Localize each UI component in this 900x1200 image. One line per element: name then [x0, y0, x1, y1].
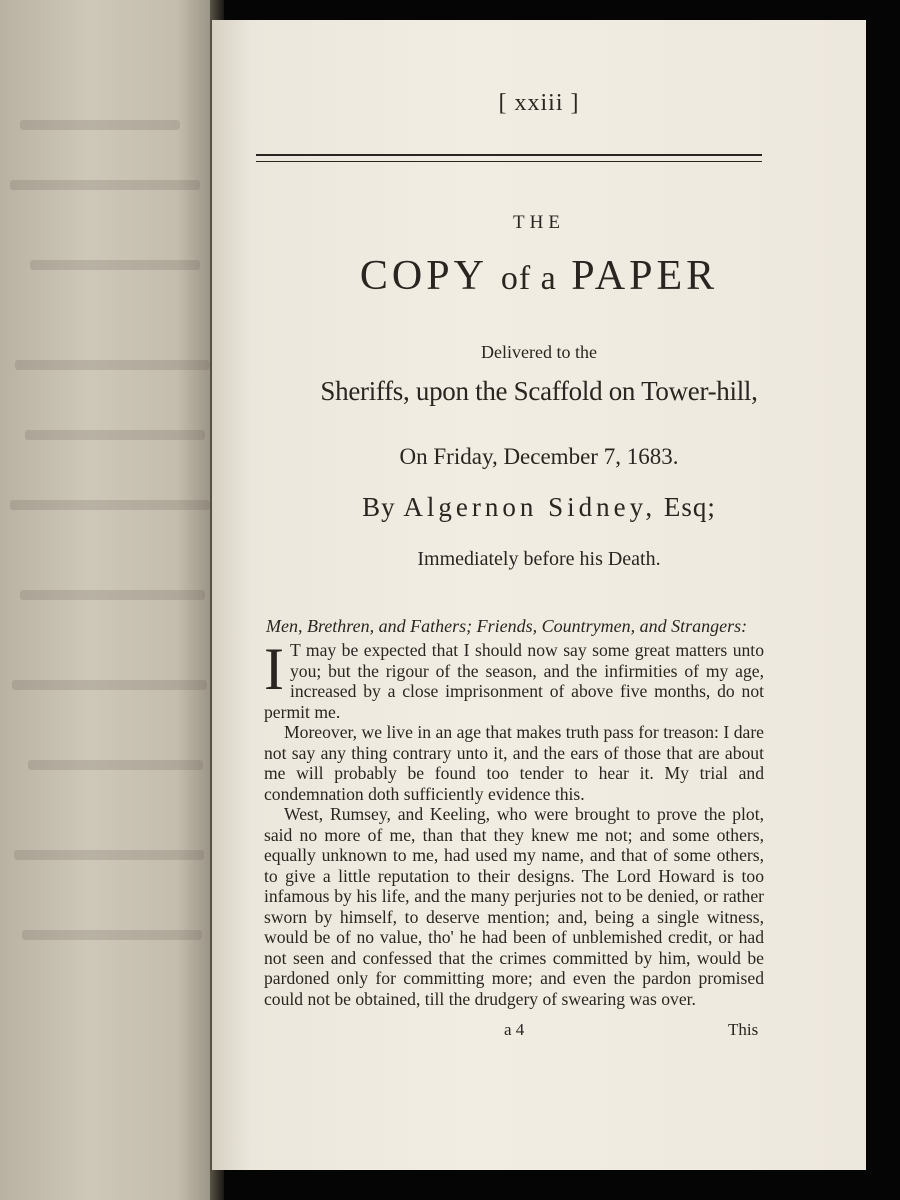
catchword: This	[728, 1020, 759, 1039]
facing-page	[0, 0, 222, 1200]
subtitle-before-death: Immediately before his Death.	[417, 548, 661, 570]
background-edge	[866, 20, 900, 1170]
drop-cap: I	[264, 636, 284, 702]
subtitle-sheriffs: Sheriffs, upon the Scaffold on Tower-hill,	[320, 376, 758, 406]
author-esq: Esq;	[663, 492, 716, 522]
book-page	[212, 20, 866, 1170]
author-name: Algernon Sidney,	[403, 492, 657, 522]
salutation: Men, Brethren, and Fathers; Friends, Countrymen, and Strangers:	[266, 616, 748, 636]
paragraph-1-text: T may be expected that I should now say some great matters unto you; but the rigour of the season, and the infirmities of my age, increased by a close imprisonment of above five months, do not permit me.	[264, 640, 764, 722]
subtitle-delivered: Delivered to the	[481, 342, 597, 362]
title-paper: PAPER	[571, 253, 719, 299]
header-rule-thick	[256, 154, 762, 156]
header-rule-thin	[256, 161, 762, 162]
page-number: [ xxiii ]	[498, 90, 580, 116]
main-title	[212, 252, 866, 300]
paragraph-2: Moreover, we live in an age that makes truth pass for treason: I dare not say any thing contrary unto it, and the ears of those that are about me will probably be found too tender to hear it. My trial and condemnation doth sufficiently evidence this.	[264, 722, 764, 804]
title-of-a: of a	[500, 260, 557, 297]
paragraph-1	[264, 636, 764, 722]
body-text	[264, 636, 764, 1009]
author-by: By	[362, 492, 396, 522]
signature-mark: a 4	[504, 1020, 525, 1039]
author-line	[212, 492, 866, 523]
title-the: THE	[513, 212, 565, 233]
subtitle-date: On Friday, December 7, 1683.	[399, 444, 679, 469]
title-copy: COPY	[359, 253, 487, 299]
paragraph-3: West, Rumsey, and Keeling, who were brought to prove the plot, said no more of me, than that they knew me not; and some others, equally unknown to me, had used my name, and that of some others, to give a little reputation to their designs. The Lord Howard is too infamous by his life, and the many perjuries not to be denied, or rather sworn by himself, to deserve mention; and, being a single witness, would be of no value, tho' he had been of unblemished credit, or had not seen and confessed that the crimes committed by him, would be pardoned only for committing more; and even the pardon promised could not be obtained, till the drudgery of swearing was over.	[264, 804, 764, 1009]
